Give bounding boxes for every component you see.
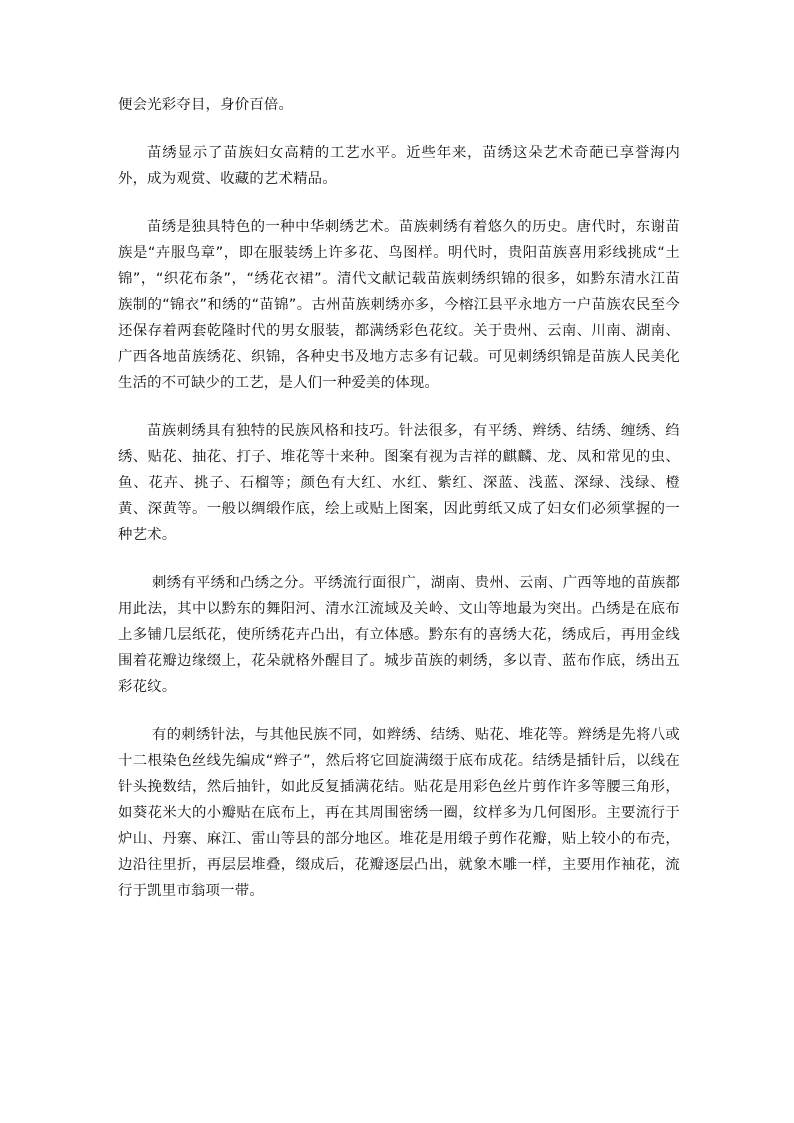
paragraph-5: 刺绣有平绣和凸绣之分。平绣流行面很广，湖南、贵州、云南、广西等地的苗族都用此法，其中以黔东的舞阳河、清水江流域及关岭、文山等地最为突出。凸绣是在底布上多铺几层纸花，使所绣花卉凸出，有立体感。黔东有的喜绣大花，绣成后，再用金线围着花瓣边缘缀上，花朵就格外醒目了。城步苗族的刺绣，多以青、蓝布作底，绣出五彩花纹。	[118, 575, 680, 695]
paragraph-4: 苗族刺绣具有独特的民族风格和技巧。针法很多，有平绣、辫绣、结绣、缠绣、绉绣、贴花、抽花、打子、堆花等十来种。图案有视为吉祥的麒麟、龙、凤和常见的虫、鱼、花卉、挑子、石榴等；颜色有大红、水红、紫红、深蓝、浅蓝、深绿、浅绿、橙黄、深黄等。一般以绸缎作底，绘上或贴上图案，因此剪纸又成了妇女们必须掌握的一种艺术。	[118, 423, 680, 543]
document-page	[118, 92, 680, 926]
paragraph-3: 苗绣是独具特色的一种中华刺绣艺术。苗族刺绣有着悠久的历史。唐代时，东谢苗族是“卉服鸟章”，即在服装绣上许多花、鸟图样。明代时，贵阳苗族喜用彩线挑成“土锦”，“织花布条”，“绣花衣裙”。清代文献记载苗族刺绣织锦的很多，如黔东清水江苗族制的“锦衣”和绣的“苗锦”。古州苗族刺绣亦多，今榕江县平永地方一户苗族农民至今还保存着两套乾隆时代的男女服装，都满绣彩色花纹。关于贵州、云南、川南、湖南、广西各地苗族绣花、织锦，各种史书及地方志多有记载。可见刺绣织锦是苗族人民美化生活的不可缺少的工艺，是人们一种爱美的体现。	[118, 219, 680, 391]
paragraph-2: 苗绣显示了苗族妇女高精的工艺水平。近些年来，苗绣这朵艺术奇葩已享誉海内外，成为观赏、收藏的艺术精品。	[118, 145, 680, 187]
paragraph-1: 便会光彩夺目，身价百倍。	[118, 97, 294, 113]
paragraph-6: 有的刺绣针法，与其他民族不同，如辫绣、结绣、贴花、堆花等。辫绣是先将八或十二根染色丝线先编成“辫子”，然后将它回旋满缀于底布成花。结绣是插针后，以线在针头挽数结，然后抽针，如此反复插满花结。贴花是用彩色丝片剪作许多等腰三角形，如葵花米大的小瓣贴在底布上，再在其周围密绣一圈，纹样多为几何图形。主要流行于炉山、丹寨、麻江、雷山等县的部分地区。堆花是用缎子剪作花瓣，贴上较小的布壳，边沿往里折，再层层堆叠，缀成后，花瓣逐层凸出，就象木雕一样，主要用作袖花，流行于凯里市翁项一带。	[118, 727, 680, 899]
